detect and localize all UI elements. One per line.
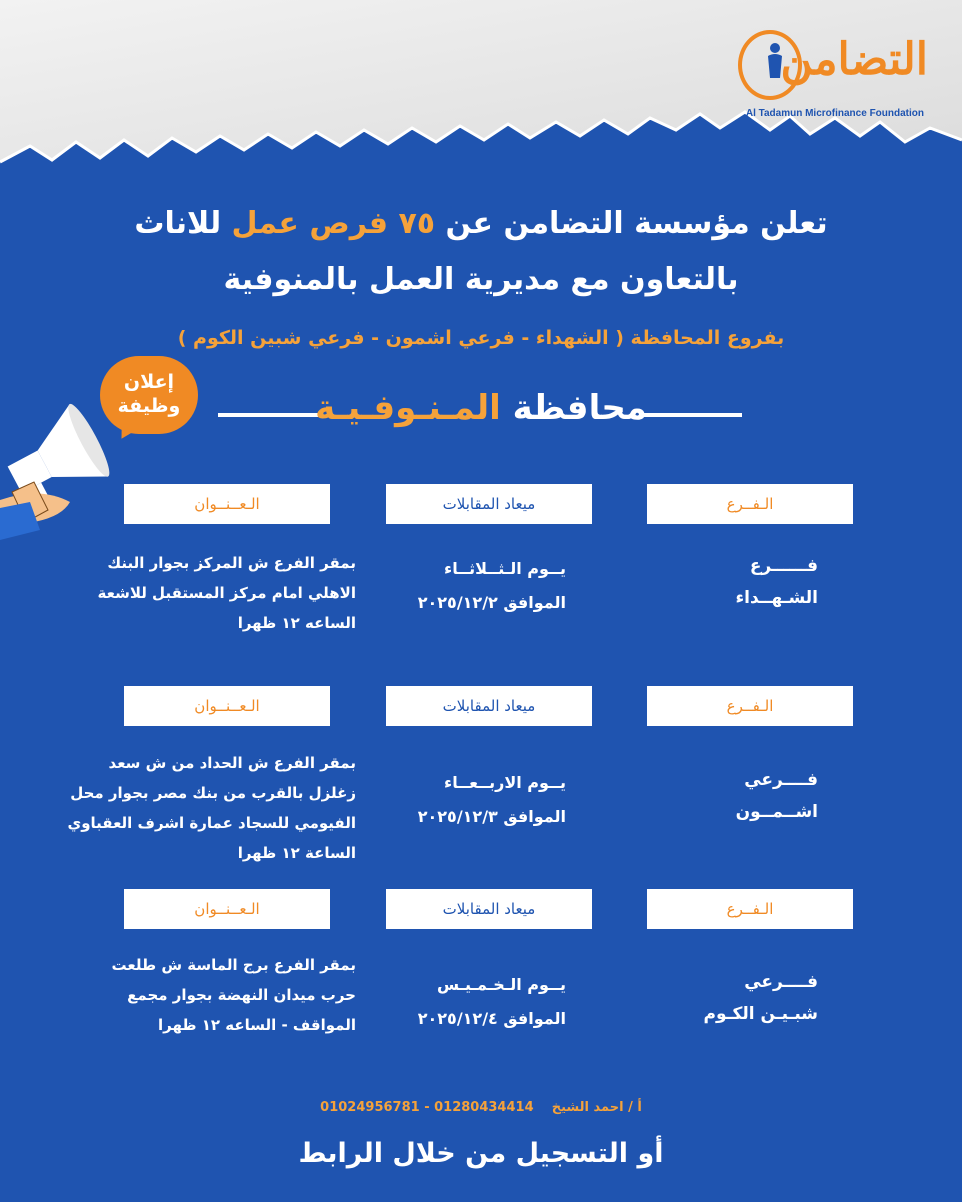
interview-date: الموافق ٢٠٢٥/١٢/٣ [417, 807, 566, 826]
header-interviews: ميعاد المقابلات [386, 889, 592, 929]
headline-accent: ٧٥ فرص عمل [231, 206, 436, 241]
interview-date: الموافق ٢٠٢٥/١٢/٤ [417, 1009, 566, 1028]
interview-cell [366, 552, 566, 620]
governorate-name: المـنـوفـيـة [315, 388, 501, 428]
interview-cell [366, 766, 566, 834]
address-line: بمقر الفرع ش الحداد من ش سعد [108, 754, 356, 772]
branch-cell [658, 764, 818, 828]
address-line: الفيومي للسجاد عمارة اشرف العقباوي [67, 814, 356, 832]
contact-person: أ / احمد الشيخ [551, 1100, 642, 1115]
address-cell [46, 748, 356, 868]
megaphone-icon [0, 390, 110, 550]
address-line: الاهلي امام مركز المستقبل للاشعة [97, 584, 356, 602]
headline-text-end: للاناث [134, 206, 232, 241]
logo-name-en: Al Tadamun Microfinance Foundation [745, 108, 924, 119]
address-line: بمقر الفرع برج الماسة ش طلعت [111, 956, 356, 974]
branch-cell [658, 966, 818, 1030]
contact-phone-numbers[interactable]: 01024956781 - 01280434414 [320, 1100, 534, 1115]
header-interviews: ميعاد المقابلات [386, 484, 592, 524]
header-address: الـعــنــوان [124, 484, 330, 524]
branch-line-2: اشــمــون [735, 802, 818, 822]
branch-cell [658, 550, 818, 614]
address-cell [46, 950, 356, 1040]
interview-day: يــوم الاربــعــاء [444, 773, 566, 792]
branches-subline: بفروع المحافظة ( الشهداء - فرعي اشمون - فرعي شبين الكوم ) [177, 327, 785, 349]
badge-line-1: إعلان [123, 371, 175, 393]
job-announcement-badge [100, 356, 198, 434]
torn-paper-header [0, 0, 962, 170]
address-line: زغلزل بالقرب من بنك مصر بجوار محل [70, 784, 356, 802]
address-line: حرب ميدان النهضة بجوار مجمع [127, 986, 356, 1004]
governorate-prefix: محافظة [500, 388, 647, 428]
contact-line [0, 1100, 962, 1115]
headline-line-1 [0, 206, 962, 241]
branch-line-1: فــــرعي [744, 972, 818, 992]
headline-line-2: بالتعاون مع مديرية العمل بالمنوفية [223, 262, 739, 297]
address-cell [56, 548, 356, 638]
branch-line-2: شبـيـن الكـوم [703, 1004, 818, 1024]
header-branch: الـفــرع [647, 889, 853, 929]
branch-line-1: فــــــرع [749, 556, 818, 576]
header-interviews: ميعاد المقابلات [386, 686, 592, 726]
address-line: الساعه ١٢ ظهرا [237, 614, 356, 632]
register-via-link[interactable]: أو التسجيل من خلال الرابط [298, 1138, 664, 1169]
headline-text: تعلن مؤسسة التضامن عن [435, 206, 828, 241]
interview-day: يــوم الـخـمـيـس [436, 975, 566, 994]
address-line: المواقف - الساعه ١٢ ظهرا [157, 1016, 356, 1034]
address-line: بمقر الفرع ش المركز بجوار البنك [107, 554, 356, 572]
header-branch: الـفــرع [647, 484, 853, 524]
header-address: الـعــنــوان [124, 889, 330, 929]
interview-day: يــوم الـثــلاثــاء [444, 559, 566, 578]
branch-line-1: فــــرعي [744, 770, 818, 790]
badge-line-2: وظيفة [117, 395, 181, 417]
logo-name-ar: التضامن [780, 34, 928, 85]
header-branch: الـفــرع [647, 686, 853, 726]
interview-date: الموافق ٢٠٢٥/١٢/٢ [417, 593, 566, 612]
header-address: الـعــنــوان [124, 686, 330, 726]
address-line: الساعة ١٢ ظهرا [237, 844, 356, 862]
branch-line-2: الشـهــداء [735, 588, 818, 608]
interview-cell [366, 968, 566, 1036]
